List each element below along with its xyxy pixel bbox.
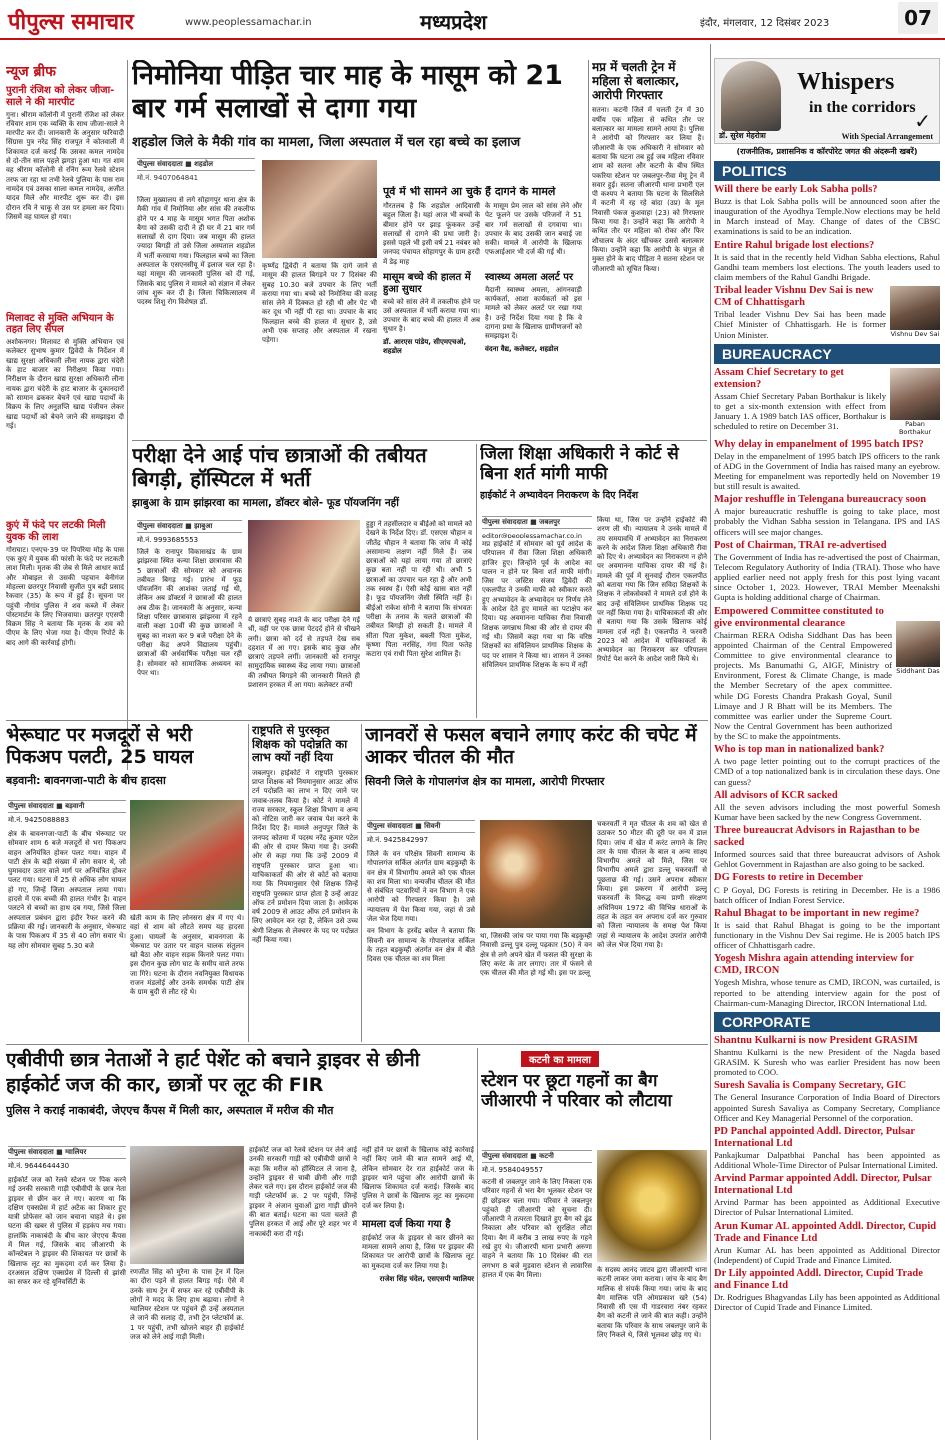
news-body: A two page letter pointing out to the corrupt practices of the CMD of a top nationalized bank is in circulation these days. One can guess? xyxy=(714,756,940,787)
story4-col1: मप्र हाईकोर्ट में सोमवार को पूर्व आदेश के परिपालन में रीवा जिला शिक्षा अधिकारी हाजिर हुए। जिन्होंने पूर्व के आदेश का पालन न होने पर बिना शर्त माफी मांगी। जिस पर जस्टिस संजय द्विवेदी की एकलपीठ ने उनकी माफी को स्वीकार करते हुए अभ्यावेदन के अभ्यावेदन पर निर्णय लेने के आदेश देते हुए मामले का पटाक्षेप कर दिया। यह अवमानना याचिका रीवा निवासी शिक्षक जगन्नाथ मिश्रा की ओर से दायर की गई थी। जिसमें कहा गया था कि वरिष्ठ शिक्षकों का संविलियन प्राथमिक शिक्षक के पद पर शासन ने किया था। शासन ने उनका संविलियन प्राथमिक शिक्षक के रूप में नहीं xyxy=(482,540,592,669)
story7-col1 xyxy=(367,850,475,1040)
byline-place: शहडोल xyxy=(194,160,213,168)
story8-col2: रणजीत सिंह को मुरैना के पास ट्रेन में दिल का दौरा पड़ने से हालत बिगड़ गई। ऐसे में उनके साथ ट्रेन में सफर कर रहे एबीवीपी के लोगों ने मदद के लिए हाथ बढ़ाया। लोगों ने ग्वालियर स्टेशन पर पहुंचने ही उन्हें अस्पताल ले जाने की सलाह दी, तभी ट्रेन प्लेटफॉर्म क्र. 1 पर पहुंची, तभी खोजने बाहर ही हाईकोर्ट जज को लेने आई गाड़ी मिली। xyxy=(130,1268,244,1342)
whispers-title: Whispers xyxy=(797,69,895,95)
news-head: Entire Rahul brigade lost elections? xyxy=(714,239,875,251)
story3-col2: ये छात्राएं सुबह नाश्ते के बाद परीक्षा देने गई थीं, वहीं पर एक छात्रा पेटदर्द होने से चीखने लगी। छात्रा को दर्द से तड़पते देख सब दहशत में आ गए। इसके बाद कुछ और छात्राएं तड़पने लगीं। जानकारी को रानापुर सामुदायिक स्वास्थ्य केंद्र लाया गया। छात्राओं की तबीयत बिगड़ने की जानकारी मिलते ही प्रशासन हरकत में आ गया। कलेक्टर तन्वी xyxy=(248,616,360,690)
news-head: Post of Chairman, TRAI re-advertised xyxy=(714,539,887,551)
story4-byline: पीपुल्स संवाददाता ■ जबलपुर editor@peoplessamachar.co.in xyxy=(482,516,592,538)
story7-col1-b: वन विभाग के हरवेंद्र बघेल ने बताया कि सिवनी वन सामान्य के गोपालगंज सर्किल के तहत बड़कुम्ही अंतर्गत वन क्षेत्र में बीते दिवस एक चीतल का शव मिला xyxy=(367,927,475,964)
story1-byline: पीपुल्स संवाददाता ■ शहडोल मो.नं. 9407064841 xyxy=(137,158,255,188)
news-head: Dr Lily appointed Addl. Director, Cupid Trade and Finance Ltd xyxy=(714,1268,923,1292)
story-teacher-promotion xyxy=(252,724,358,1042)
story5-col2: खेती काम के लिए लोनसरा क्षेत्र में गए थे। वहां से शाम को लौटते समय यह हादसा हुआ। घायलों के अनुसार, बावनगजा के भेरूघाट पर उतार पर वाहन चालक संतुलन खो बैठा और वाहन सड़क किनारे पलट गया। इस दौरान कुछ लोग घाट के समीप वाले तरफ जा गिरे। घटना के दौरान नवनियुक्त विधायक राजन मंडलोई और उनके समर्थक पाटी क्षेत्र के ग्राम बुदी से लौट रहे थे। xyxy=(130,914,244,997)
story-subhead: झाबुआ के ग्राम झांझरवा का मामला, डॉक्टर बोले- फूड पॉयजनिंग नहीं xyxy=(132,497,399,510)
news-head: Tribal leader Vishnu Dev Sai is new CM of Chhattisgarh xyxy=(714,285,874,309)
photo-jewellery xyxy=(597,1150,707,1262)
story9-col1: कटनी से जबलपुर जाने के लिए निकला एक परिवार गहनों से भरा बैग भूलकर स्टेशन पर ही छोड़कर चला गया। परिवार ने जबलपुर पहुंचते ही जीआरपी को सूचना दी। जीआरपी ने तत्परता दिखाते हुए बैग को ढूंढ निकाला और परिवार को सुरक्षित लौटा दिया। बैग में करीब 3 लाख रुपए के गहने रखे हुए थे। जीआरपी थाना प्रभारी अरुणा वाहने ने बताया कि 10 दिसंबर की रात लगभग 8 बजे मुड़वारा स्टेशन से लावारिस हालत में एक बैग मिला। xyxy=(482,1178,592,1279)
story7-col2: था, जिसकी जांच पर पाया गया कि बड़कुम्ही निवासी डल्लू पुत्र दल्लू पढ़कार (50) ने वन क्षेत्र से लगे अपने खेत में फसल की सुरक्षा के लिए करंट के तार लगाए। तार में फंसने से एक चीतल की मौत हो गई थी। इस पर डल्लू xyxy=(480,932,592,978)
news-head: Three bureaucrat Advisors in Rajasthan to be sacked xyxy=(714,825,920,849)
story-subhead: हाईकोर्ट ने अभ्यावेदन निराकरण के दिए निर्देश xyxy=(480,490,639,502)
byline-mobile: मो.नं. 9407064841 xyxy=(137,174,199,182)
news-head: Will there be early Lok Sabha polls? xyxy=(714,184,878,195)
photo-chital xyxy=(480,820,592,928)
brief-body: गोराघाट। एनएच-39 पर पिपरिया मोड़ के पास एक कुएं में युवक की फांसी के फंदे पर लटकती लाश मिली। मृतक की जेब से मिले आधार कार्ड और मोबाइल से उसकी पहचान बेनीगंज मोहल्ला छतरपुर निवासी सुजीत पुत्र बद्री प्रसाद रैकवार (35) के रूप में हुई है। सूचना पर पहुंची नौगांव पुलिस ने शव कब्जे में लेकर पोस्टमार्टम के लिए भिजवाया। छतरपुर एएसपी विक्रम सिंह ने बताया कि मृतक के शव को पीएम के लिए भेजा गया है। पीएम रिपोर्ट के बाद आगे की कार्रवाई होगी। xyxy=(6,545,124,647)
story1-col2: कृष्णेंद्र द्विवेदी ने बताया कि दागे जाने से मासूम की हालत बिगड़ने पर 7 दिसंबर की सुबह 10.30 बजे उपचार के लिए भर्ती कराया गया था। बच्चे को निमोनिया की वजह सांस लेने में दिक्कत हो रही थी और पेट भी कर दूध भी नहीं पी रहा था। उपचार के बाद फिलहाल बच्चे की हालत में सुधार है, उसे अभी एक सप्ताह और अस्पताल में रखना पड़ेगा। xyxy=(262,262,377,345)
byline-mobile: मो.नं. 9425842997 xyxy=(367,836,429,844)
columnist-name: डॉ. सुरेश मेहरोत्रा xyxy=(719,131,766,140)
sub-title: स्वास्थ्य अमला अलर्ट पर xyxy=(485,271,574,283)
story-body: जबलपुर। हाईकोर्ट ने राष्ट्रपति पुरस्कार प्राप्त शिक्षक को नियमानुसार आउट ऑफ टर्न पदोन्नति का लाभ न दिए जाने पर जवाब-तलब किया है। कोर्ट ने मामले में राज्य सरकार, स्कूल शिक्षा विभाग व अन्य को नोटिस जारी कर जवाब पेश करने के निर्देश दिए हैं। मामले अनुपपुर जिले के जनपद कोतमा में पदस्थ नरेंद्र कुमार पटेल की ओर से दायर किया गया है। उनकी ओर से कहा गया कि उन्हें 2009 में राष्ट्रपति पुरस्कार प्राप्त हुआ था। याचिकाकर्ता की ओर से कोर्ट को बताया गया कि नियमानुसार ऐसे शिक्षक जिन्हें राष्ट्रपति पुरस्कार प्राप्त होता है उन्हें आउट ऑफ टर्न प्रमोशन दिया जाता है। आवेदक वर्ष 2009 से आउट ऑफ टर्न प्रमोशन के लिए आवेदन कर रहा है, लेकिन उसे उच्च श्रेणी शिक्षक से लेक्चरर के पद पर पदोन्नत नहीं किया गया। xyxy=(252,768,358,945)
byline: पीपुल्स संवाददाता xyxy=(137,160,183,168)
byline-mobile: मो.नं. 9993685553 xyxy=(137,536,199,544)
news-head: Shantnu Kulkarni is now President GRASIM xyxy=(714,1034,918,1046)
section-politics: POLITICS xyxy=(714,161,940,181)
byline-place: सिवनी xyxy=(424,822,441,830)
brief-title: मिलावट से मुक्ति अभियान के तहत लिए सैंपल xyxy=(6,312,114,336)
story-kicker: कटनी का मामला xyxy=(521,1051,599,1067)
news-head: DG Forests to retire in December xyxy=(714,872,863,884)
story-students-ill xyxy=(132,444,472,516)
byline-email[interactable]: editor@peoplessamachar.co.in xyxy=(482,532,582,538)
story-chital-death xyxy=(365,724,707,814)
brief-body: अशोकनगर। मिलावट से मुक्ति अभियान एवं कलेक्टर सुभाष कुमार द्विवेदी के निर्देशन में खाद्य सुरक्षा अधिकारी लीना नायक द्वारा चंदेरी के हाट बाजार का निरीक्षण किया गया। निरीक्षण के दौरान खाद्य सुरक्षा अधिकारी लीना नायक द्वारा चंदेरी के हाट बाजार के दुकानदारों को सामान ढककर बेचने एवं खाद्य पदार्थों के विक्रय के लिए अनुज्ञप्ति खाद्य पंजीयन लेकर खाद्य पदार्थों को बेचने जाने की समझाइश दी गई। xyxy=(6,338,124,430)
photo-vishnu-dev-sai xyxy=(890,286,940,330)
story5-col1: क्षेत्र के बावनगजा-पाटी के बीच भेरूघाट पर सोमवार शाम 6 बजे मजदूरों से भरा पिकअप वाहन अनियंत्रित होकर पलट गया। वाहन में पाटी क्षेत्र के बड़ी संख्या में लोग सवार थे, जो घुमावदार उतार वाले मार्ग पर अनियंत्रित होकर पलट गया। घटना में 25 से अधिक लोग घायल हो गए, जिन्हें जिला अस्पताल लाया गया। हादसे में एक बच्ची की हालत गंभीर है। वाहन पलटने से बच्चों का हाथ दब गया, जिसे जिला अस्पताल प्रबंधन द्वारा इंदौर रैफर करने की प्रक्रिया की गई। जानकारी के अनुसार, भेरूघाट के पास पिकअप में 35 से 40 लोग सवार थे। यह लोग सोमवार सुबह 5.30 बजे xyxy=(8,830,126,950)
corridors-title: in the corridors xyxy=(809,99,916,116)
byline-mobile: मो.नं. 9644644430 xyxy=(8,1162,70,1170)
brief-label: न्यूज ब्रीफ xyxy=(6,64,56,80)
story-pickup-overturn xyxy=(6,724,246,786)
story3-col1: जिले के रानापुर विकासखंड के ग्राम झांझरवा स्थित कन्या शिक्षा छात्रावास की 5 छात्राओं की सोमवार को अचानक तबीयत बिगड़ गई। प्रारंभ में फूड पॉयजनिंग की आशंका जताई गई थी, लेकिन अब डॉक्टर्स ने छात्राओं की हालत अब ठीक है। जानकारी के अनुसार, कन्या शिक्षा परिसर छात्रावास झांझरवा में रहने वाली कक्षा 10वीं की कुछ छात्राओं ने सुबह का नाश्ता कर 9 बजे परीक्षा देने के परीक्षा केंद्र अपने विद्यालय पहुंची। छात्राओं की अर्धवार्षिक परीक्षा चल रही है। सोमवार को सामाजिक अध्ययन का पेपर था। xyxy=(137,548,242,677)
brief-title: कुएं में फंदे पर लटकी मिली युवक की लाश xyxy=(6,520,106,543)
brief-item xyxy=(6,313,124,515)
byline: पीपुल्स संवाददाता xyxy=(137,522,183,530)
photo-caption: Vishnu Dev Sai xyxy=(890,330,940,339)
story8-col3: हाईकोर्ट जज को रेलवे स्टेशन पर लेने आई उनकी सरकारी गाड़ी को एबीवीपी छात्रों ने कहा कि मरीज को हॉस्पिटल ले जाना है, उन्होंने ड्राइवर से चाबी छीनी और गाड़ी लेकर चले गए। इस दौरान हाईकोर्ट जज की गाड़ी प्लेटफॉर्म क्र. 2 पर पहुंची, जिन्हें ड्राइवर ने अंजान युवाओं द्वारा गाड़ी छीनने की बात बताई। घटना का पता चलते ही पुलिस हरकत में आई और पूरे शहर भर में नाकाबंदी करा दी गई। xyxy=(249,1146,357,1238)
story-headline: जानवरों से फसल बचाने लगाए करंट की चपेट में आकर चीतल की मौत xyxy=(365,724,697,769)
story-headline: एबीवीपी छात्र नेताओं ने हार्ट पेशेंट को बचाने ड्राइवर से छीनी हाईकोर्ट जज की कार, छात्रों पर लूट की FIR xyxy=(6,1049,420,1096)
byline: पीपुल्स संवाददाता xyxy=(482,1152,528,1160)
arrangement-label: With Special Arrangement xyxy=(841,132,933,141)
page-number: 07 xyxy=(898,2,938,34)
byline: पीपुल्स संवाददाता xyxy=(482,518,528,526)
story3-col3: हुड्डा ने तहसीलदार व बीईओ को मामले को देखने के निर्देश दिए। डॉ. एसएस चौहान व जीतेंद्र चौहान ने बताया कि जांच में कोई असामान्य लक्षण नहीं मिले हैं। जब छात्राओं को यहां लाया गया तो छात्राएं कुछ बता नहीं पा रही थी। अभी 5 छात्राओं का उपचार चल रहा है और अभी तक स्वस्थ हैं। ऐसी कोई खास बात नहीं है। फूड पॉयजनिंग जैसी स्थिति नहीं है। बीईओ राकेश सोनी ने बताया कि संभवतः परीक्षा के तनाव के चलते छात्राओं की तबीयत बिगड़ी हो सकती है। मामले में सीता पिता मुकेश, बबली पिता मुकेश, कृष्णा पिता नरसिंह, गंगा पिता फतेह कटारा एवं राधी पिता सुरेश शामिल हैं। xyxy=(366,520,472,659)
news-brief xyxy=(6,62,124,772)
byline-place: बड़वानी xyxy=(65,802,85,810)
byline: पीपुल्स संवाददाता xyxy=(8,802,54,810)
story-subhead: पुलिस ने कराई नाकाबंदी, जेएएच कैंपस में मिली कार, अस्पताल में मरीज की मौत xyxy=(6,1104,334,1118)
story8-byline: पीपुल्स संवाददाता ■ ग्वालियर मो.नं. 9644644430 xyxy=(8,1146,126,1174)
story8-col4-wrap xyxy=(362,1146,474,1438)
sub-body: बच्चे को सांस लेने में तकलीफ होने पर उसे अस्पताल में भर्ती कराया गया था। उपचार के बाद बच्चे की हालत में अब सुधार है। xyxy=(383,297,480,334)
sidebar-banner xyxy=(714,58,940,144)
section-title: मध्यप्रदेश xyxy=(420,10,487,34)
byline-mobile: मो.नं. 9425088883 xyxy=(8,816,70,824)
masthead xyxy=(0,0,945,40)
news-head: Who is top man in nationalized bank? xyxy=(714,744,885,756)
news-head: All advisors of KCR sacked xyxy=(714,789,838,801)
story1-col1: जिला मुख्यालय से लगे सोहागपुर थाना क्षेत्र के मैकी गांव में निमोनिया और सांस की तकलीफ होने पर 4 माह के मासूम भगत पिता अशोक बैगा को उसकी दादी ने ही घर में 21 बार गर्म सलाखों से दाग दिया। जब मासूम की हालत ज्यादा बिगड़ी तो उसे जिला अस्पताल शहडोल में भर्ती करवाया गया। फिलहाल बच्चे का जिला अस्पताल के एसएनसीयू में इलाज चल रहा है। यहां मासूम की जानकारी पुलिस को दी गई, जिसके बाद पुलिस ने मामले को संज्ञान में लेकर जांच शुरू कर दी है। जिला चिकित्सालय में पदस्थ शिशु रोग विशेषज्ञ डॉ. xyxy=(137,196,255,307)
story9-byline: पीपुल्स संवाददाता ■ कटनी मो.नं. 9584049557 xyxy=(482,1150,592,1176)
story8-col4: नहीं होने पर छात्रों के खिलाफ कोई कार्रवाई नहीं किए जाने की बात सामने आई थी, लेकिन सोमवार देर रात हाईकोर्ट जज के ड्राइवर थाने पहुंचा और आरोपी छात्रों के खिलाफ शिकायत दर्ज कराई। जिसके बाद पुलिस ने छात्रों के खिलाफ लूट का मुकदमा दर्ज कर लिया है। xyxy=(362,1146,474,1210)
story5-byline: पीपुल्स संवाददाता ■ बड़वानी मो.नं. 9425088883 xyxy=(8,800,126,828)
news-head: Rahul Bhagat to be important in new regime? xyxy=(714,907,920,919)
story7-byline: पीपुल्स संवाददाता ■ सिवनी मो.नं. 9425842997 xyxy=(367,820,475,848)
sidebar xyxy=(714,58,940,1440)
news-body: The Government of India has re-advertised the post of Chairman, Telecom Regulatory Authority of India (TRAI). Those who have applied earlier need not apply fresh for this post lying vacant since October 1, 2023. However, TRAI Member Meenakshi Gupta is holding additional charge of Chairman. xyxy=(714,551,940,603)
brief-title: पुरानी रंजिश को लेकर जीजा-साले ने की मारपीट xyxy=(6,85,115,108)
photo-caption: Siddhant Das xyxy=(896,666,940,675)
story-subhead: सिवनी जिले के गोपालगंज क्षेत्र का मामला, आरोपी गिरफ्तार xyxy=(365,774,605,788)
story-subhead: बड़वानी: बावनगजा-पाटी के बीच हादसा xyxy=(6,773,166,786)
story9-col2: के सदस्य आनंद जाटव द्वारा जीआरपी थाना कटनी लाकर जमा कराया। जांच के बाद बैग मालिक से संपर्क किया गया। जांच के बाद बैग मालिक पति ओमप्रकाश खरे (54) निवासी सी एस पी गाडरवारा नंबर रहकर बैग को कटनी ले जाने की बात कही। उन्होंने बताया कि परिवार के साथ जबलपुर जाने के लिए निकले थे, जिसे भूलवश छोड़ गए थे। xyxy=(597,1266,707,1340)
story-headline: भेरूघाट पर मजदूरों से भरी पिकअप पलटी, 25 घायल xyxy=(6,724,194,769)
sub-credit: डॉ. आरएस पांडेय, सीएमएचओ, शहडोल xyxy=(383,337,467,355)
news-body: Assam Chief Secretary Paban Borthakur is likely to get a six-month extension with effect from January 1. A 1989 batch IAS officer, Borthakur is scheduled to retire on December 31. xyxy=(714,390,886,432)
story-headline: राष्ट्रपति से पुरस्कृत शिक्षक को पदोन्नति का लाभ क्यों नहीं दिया xyxy=(252,724,348,765)
news-body: Shantnu Kulkarni is the new President of the Nagda based GRASIM. K Suresh who was earlier President has now been promoted to COO. xyxy=(714,1046,940,1078)
masthead-logo: पीपुल्स समाचार xyxy=(8,10,134,35)
news-head: Assam Chief Secretary to get extension? xyxy=(714,366,844,390)
byline-place: कटनी xyxy=(539,1152,554,1160)
news-head: PD Panchal appointed Addl. Director, Pulsar International Ltd xyxy=(714,1125,915,1149)
story1-box xyxy=(383,186,583,436)
box-col1: गौरतलब है कि शहडोल आदिवासी बहुल जिला है। यहां आज भी बच्चों के बीमार होने पर झाड़ फूंककर उन्हें सलाखों से दागने की प्रथा जारी है। इससे पहले भी इसी वर्ष 21 नवंबर को जनपद पंचायत सोहागपुर के ग्राम हरदी में डेढ़ माह xyxy=(383,201,480,266)
news-body: It is said that in the recently held Vidhan Sabha elections, Rahul Gandhi team members lost elections. The youth leaders used to claim members of the Rahul Gandhi Brigade. xyxy=(714,251,940,282)
story-body: सतना। कटनी जिले में चलती ट्रेन में 30 वर्षीय एक महिला से कथित तौर पर बलात्कार का मामला सामने आया है। पुलिस ने आरोपी को गिरफ्तार कर लिया है। जीआरपी के एक अधिकारी ने सोमवार को बताया कि घटना तब हुई जब महिला रविवार शाम को सतना और कटनी के बीच स्थित पकरिया स्टेशन पर जबलपुर-रीवा मेमू ट्रेन में सवार हुई। सतना जीआरपी थाना प्रभारी एल पी कश्यप ने बताया कि घटना के सिलसिले में कटनी में रह रहे बांदा (उप्र) के मूल निवासी पंकज कुशवाहा (23) को गिरफ्तार किया गया है। उन्होंने कहा कि आरोपी ने कथित तौर पर महिला को रोका और फिर शौचालय के अंदर खींचकर उससे बलात्कार किया। उन्होंने कहा कि आरोपी के चंगुल से मुक्त होने के बाद पीड़िता ने सतना स्टेशन पर जीआरपी को सूचित किया। xyxy=(592,106,704,273)
columnist-photo xyxy=(721,61,781,131)
sub-title: मामला दर्ज किया गया है xyxy=(362,1219,451,1231)
news-body: Tribal leader Vishnu Dev Sai has been made Chief Minister of Chhattisgarh. He is former Union Minister. xyxy=(714,309,886,340)
byline-place: जबलपुर xyxy=(539,518,560,526)
story-headline: स्टेशन पर छूटा गहनों का बैग जीआरपी ने परिवार को लौटाया xyxy=(481,1071,672,1112)
news-body: Arun Kumar AL has been appointed as Additional Director (Independent) of Cupid Trade and Finance Limited. xyxy=(714,1244,940,1265)
byline-place: झाबुआ xyxy=(194,522,213,530)
story-train-assault xyxy=(592,60,704,305)
news-body: Informed sources said that three bureaucrat advisors of Ashok Gehlot Government in Rajasthan are also going to be sacked. xyxy=(714,849,940,870)
story4-col2: किया था, जिस पर उन्होंने हाईकोर्ट की शरण ली थी। न्यायालय ने उनके मामले में तय समयावधि में अभ्यावेदन का निराकरण करने के आदेश जिला शिक्षा अधिकारी रीवा को दिए थे। अभ्यावेदन का निराकरण न होने पर अवमानना याचिका दायर की गई है। मामले की पूर्व में सुनवाई दौरान एकलपीठ को बताया गया कि जिन सविदा शिक्षकों के शिक्षक ने लोकसेवकों ने मामले दर्ज होने के बाद उन्हें संविलियन प्राथमिक शिक्षक पद पर नहीं किया गया है। याचिकाकर्ता की ओर से बताया गया कि उसके खिलाफ कोई मामला दर्ज नहीं है। एकलपीठ ने फरवरी 2023 को आदेश में याचिकाकर्ता के अभ्यावेदन का निराकरण कर परिपालन रिपोर्ट पेश करने के आदेश जारी किये थे। xyxy=(597,516,707,664)
sidebar-tagline: (राजनीतिक, प्रशासनिक व कॉरपोरेट जगत की अंदरूनी खबरें) xyxy=(736,147,918,156)
whispers-check-icon: ✓ xyxy=(914,109,931,133)
sub-body: मैदानी स्वास्थ्य अमला, आंगनवाड़ी कार्यकर्ता, आशा कार्यकर्ता को इस मामले को लेकर अलर्ट पर रखा गया है। उन्हें निर्देश दिया गया है कि वे दागना प्रथा के खिलाफ ग्रामीणजनों को समझाइश दें। xyxy=(485,285,582,341)
news-body: C P Goyal, DG Forests is retiring in December. He is a 1986 batch officer of Indian Forest Service. xyxy=(714,884,940,905)
box-title: पूर्व में भी सामने आ चुके हैं दागने के मामले xyxy=(383,186,556,198)
brief-item xyxy=(6,520,124,758)
byline-place: ग्वालियर xyxy=(65,1148,87,1156)
section-bureaucracy: BUREAUCRACY xyxy=(714,344,940,364)
news-head: Arun Kumar AL appointed Addl. Director, Cupid Trade and Finance Ltd xyxy=(714,1220,937,1244)
news-body: A major bureaucratic reshuffle is going to take place, most probably the Vidhan Sabha session in Telangana. IPS and IAS officers will see major changes. xyxy=(714,506,940,537)
news-head: Arvind Parmar appointed Addl. Director, Pulsar International Ltd xyxy=(714,1173,932,1197)
story-subhead: शहडोल जिले के मैकी गांव का मामला, जिला अस्पताल में चल रहा बच्चे का इलाज xyxy=(132,134,521,150)
photo-accident xyxy=(130,800,244,910)
news-body: Delay in the empanelment of 1995 batch IPS officers to the rank of ADG in the Government of India has raised many an eyebrow. Meeting for empanelment was reportedly held on November 19 but still result is awaited. xyxy=(714,450,940,492)
news-body: Buzz is that Lok Sabha polls will be announced soon after the inauguration of the Ayodhya Temple.Now elections may be held in March instead of May. Change of dates of the CBSC examinations is said to be an indication. xyxy=(714,196,940,237)
byline: पीपुल्स संवाददाता xyxy=(367,822,413,830)
story-headline: निमोनिया पीड़ित चार माह के मासूम को 21 बार गर्म सलाखों से दागा गया xyxy=(132,60,563,124)
website-link[interactable]: www.peoplessamachar.in xyxy=(185,17,312,28)
sub-title: मासूम बच्चे की हालत में हुआ सुधार xyxy=(383,271,471,295)
story8-col1: हाईकोर्ट जज को रेलवे स्टेशन पर पिक करने गई उनकी सरकारी गाड़ी एबीवीपी के छात्र नेता ड्राइवर से छीन कर ले गए। कारण था कि दक्षिण एक्सप्रेस में हार्ट अटैक का शिकार हुए यात्री प्रोफेसर को जान बचाना चाहते थे। इस घटना की खबर से पुलिस में हड़कंप मच गया। हालांकि नाकाबंदी के बीच कार जेएएच कैंपस में मिल गई, जिसके बाद जीआरपी के कॉन्स्टेबल ने ड्राइवर की शिकायत पर छात्रों के खिलाफ लूट का मुकदमा दर्ज कर लिया है। दरअसल दक्षिण एक्सप्रेस में दिल्ली से झांसी का सफर कर रहे यूनिवर्सिटी के xyxy=(8,1176,126,1287)
photo-students xyxy=(248,520,360,612)
news-body: All the seven advisors including the most powerful Somesh Kumar have been sacked by the new Congress Government. xyxy=(714,801,940,822)
news-body: Yogesh Mishra, whose tenure as CMD, IRCON, was curtailed, is reported to be attending interview again for the post of Chairman-cum-Managing Director, IRCON International Ltd. xyxy=(714,977,940,1008)
photo-paban-borthakur xyxy=(890,368,940,420)
box-col2: के मासूम प्रेम लाल को सांस लेने और पेट फूलने पर उसके परिजनों ने 51 बार गर्म सलाखों से दगवाया था। उपचार के बाद उसकी जान बचाई जा सकी। मामले में आरोपी के खिलाफ एफआईआर भी दर्ज की गई थी। xyxy=(485,201,582,257)
story-headline: जिला शिक्षा अधिकारी ने कोर्ट से बिना शर्त मांगी माफी xyxy=(480,444,679,485)
story-deo-apology xyxy=(480,444,708,514)
news-head: Yogesh Mishra again attending interview for CMD, IRCON xyxy=(714,953,914,977)
story-headline: मप्र में चलती ट्रेन में महिला से बलात्कार, आरोपी गिरफ्तार xyxy=(592,60,680,103)
story7-col1-a: जिले के वन परिक्षेत्र सिवनी सामान्य के गोपालगंज सर्किल अंतर्गत ग्राम बड़कुम्ही के वन क्षेत्र में विभागीय अमले को एक चीतल का शव मिला था। वन्यजीव चीतल की मौत से संबंधित पटवारियों ने वन विभाग ने एक आरोपी को गिरफ्तार किया है। उसे न्यायालय में पेश किया गया, जहां से उसे जेल भेज दिया गया। xyxy=(367,850,475,924)
news-head: Empowered Committee constituted to give environmental clearance xyxy=(714,605,884,629)
brief-body: गुना। श्रीराम कॉलोनी में पुरानी रंजिश को लेकर रविवार शाम एक व्यक्ति के साथ जीजा-साले ने मारपीट कर दी। जानकारी के अनुसार फरियादी सिंग्रास पुत्र नरेंद्र सिंह राजपूत ने कोतवाली में शिकायत दर्ज कराई कि उसका कमल नामदेव से दो-तीन साल पहले झगड़ा हुआ था। गत शाम वह श्रीराम कॉलोनी से रनिंग रूम रेलवे स्टेशन तरफ जा रहा था तभी रेलवे पुलिया के पास राम नामदेव एवं उसका साला कमल नामदेव, अजीत यादव मिले और मारपीट शुरू कर दी। इस दौरान रवि ने चाकू से उस पर हमला कर दिया। जिसमें वह घायल हो गया। xyxy=(6,110,124,221)
photo-caption: Paban Borthakur xyxy=(898,419,932,436)
brief-item xyxy=(6,85,124,307)
news-body: Arvind Parmar has been appointed as Additional Executive Director of Pulsar International Limited. xyxy=(714,1197,940,1218)
section-corporate: CORPORATE xyxy=(714,1012,940,1032)
dateline: इंदौर, मंगलवार, 12 दिसंबर 2023 xyxy=(700,18,830,29)
sub-credit: राजेश सिंह चंदेल, एसएसपी ग्वालियर xyxy=(379,1275,474,1284)
story-judge-car xyxy=(6,1048,476,1142)
news-body: Chairman RERA Odisha Siddhant Das has been appointed Chairman of the Central Empowered Committee to give environmental clearance to projects. Ms Banumathi G, AIGF, Ministry of Environment, Forest & Climate Change, is made the Member Secretary of the apex committee. while DG Forests Chandra Prakash Goyal, Sunil Limaye and J R Bhatt will be its Members. The committee was earlier under the Supreme Court. Now the Central Government has been authorized by the SC to make the appointments. xyxy=(714,629,892,742)
sub-body: हाईकोर्ट जज के ड्राइवर से कार छीनने का मामला सामने आया है, जिस पर ड्राइवर की शिकायत पर आरोपी छात्रों के खिलाफ लूट का मुकदमा दर्ज कर लिया गया है। xyxy=(362,1233,474,1270)
news-body: Dr. Rodrigues Bhagvandas Lily has been appointed as Additional Director of Cupid Trade and Finance Limited. xyxy=(714,1292,940,1313)
story-jewel-bag xyxy=(481,1048,707,1140)
byline-mobile: मो.नं. 9584049557 xyxy=(482,1166,544,1174)
sub-credit: वंदना वैद्य, कलेक्टर, शहडोल xyxy=(485,344,559,353)
news-head: Why delay in empanelment of 1995 batch IPS? xyxy=(714,438,924,450)
story7-col3: चकरवर्ती ने मृत चीतल के शव को खेत से उठाकर 50 मीटर की दूरी पर वन में डाल दिया। जांच में खेत में करंट लगाने के लिए तार के पास चीतल के बाल व अन्य साक्ष्य विभागीय अमले को मिले, जिस पर विभागीय अमले द्वारा डल्लू चकरवर्ती से पूछताछ की गई। उसने अपराध स्वीकार किया। इस प्रकरण में आरोपी डल्लू चकरवर्ती के विरुद्ध वन्य प्राणी संरक्षण अधिनियम 1972 की विभिन्न धाराओं के तहत के तहत वन अपराध दर्ज कर गुरुवार को जिला न्यायालय के समक्ष पेश किया जहां से न्यायालय के आदेश उपरांत आरोपी को जेल भेज दिया गया है। xyxy=(597,820,707,949)
story-headline: परीक्षा देने आई पांच छात्राओं की तबीयत बिगड़ी, हॉस्पिटल में भर्ती xyxy=(132,444,427,491)
photo-siddhant-das xyxy=(896,621,940,667)
photo-patient xyxy=(130,1146,244,1264)
news-body: The General Insurance Corporation of India Board of Directors appointed Suresh Savaliya as Company Secretary, Compliance Officer and Key Managerial Personnel of the corporation. xyxy=(714,1092,940,1123)
byline: पीपुल्स संवाददाता xyxy=(8,1148,54,1156)
news-head: Major reshuffle in Telengana bureaucracy soon xyxy=(714,494,927,506)
news-body: Pankajkumar Dalpatbhai Panchal has been appointed as Additional Whole-Time Director of Pulsar International Limited. xyxy=(714,1149,940,1171)
news-body: It is said that Rahul Bhagat is going to be the important functionary in the Vishnu Dev Sai regime. He is 2005 batch IPS officer of Chhattisgarh cadre. xyxy=(714,919,940,951)
story3-byline: पीपुल्स संवाददाता ■ झाबुआ मो.नं. 9993685553 xyxy=(137,520,242,546)
news-head: Suresh Savalia is Company Secretary, GIC xyxy=(714,1080,907,1092)
photo-infant xyxy=(262,160,377,258)
